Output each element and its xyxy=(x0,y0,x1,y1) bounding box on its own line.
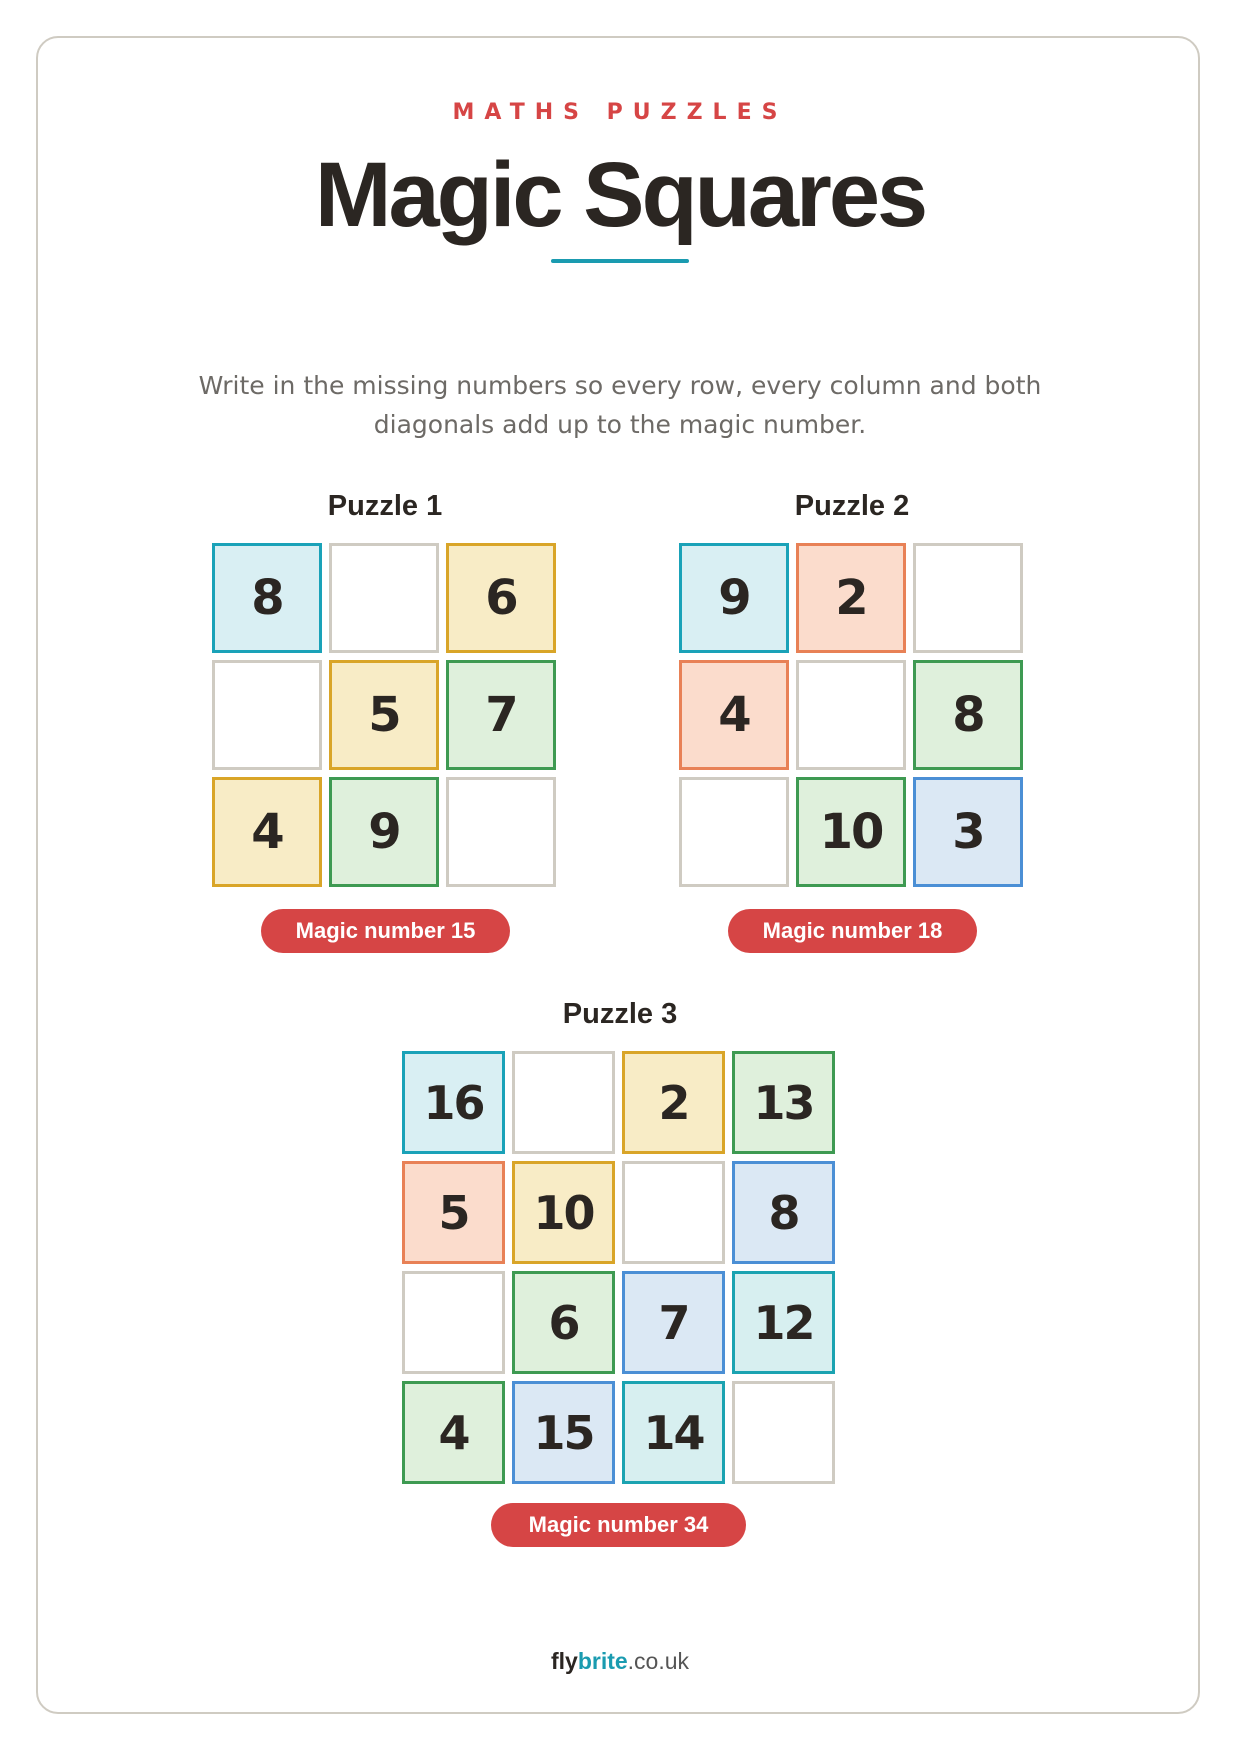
instructions-line-2: diagonals add up to the magic number. xyxy=(373,410,867,439)
answer-cell[interactable] xyxy=(212,660,322,770)
puzzle-3-magic-number: Magic number 34 xyxy=(491,1503,746,1547)
answer-cell[interactable] xyxy=(512,1051,615,1154)
answer-cell[interactable] xyxy=(446,777,556,887)
puzzle-3-heading: Puzzle 3 xyxy=(562,998,678,1030)
given-cell: 10 xyxy=(512,1161,615,1264)
given-cell: 2 xyxy=(622,1051,725,1154)
given-cell: 13 xyxy=(732,1051,835,1154)
instructions-line-1: Write in the missing numbers so every row, every column and both xyxy=(198,371,1042,400)
answer-cell[interactable] xyxy=(732,1381,835,1484)
given-cell: 6 xyxy=(512,1271,615,1374)
puzzle-3-grid xyxy=(402,1051,835,1484)
puzzle-1-grid xyxy=(212,543,556,887)
given-cell: 5 xyxy=(329,660,439,770)
given-cell: 7 xyxy=(446,660,556,770)
given-cell: 6 xyxy=(446,543,556,653)
brand-fly: fly xyxy=(550,1648,578,1674)
answer-cell[interactable] xyxy=(796,660,906,770)
given-cell: 5 xyxy=(402,1161,505,1264)
given-cell: 12 xyxy=(732,1271,835,1374)
given-cell: 4 xyxy=(212,777,322,887)
puzzle-1-heading: Puzzle 1 xyxy=(327,490,443,522)
instructions xyxy=(150,366,1090,444)
puzzle-2-heading: Puzzle 2 xyxy=(794,490,910,522)
given-cell: 9 xyxy=(679,543,789,653)
given-cell: 4 xyxy=(402,1381,505,1484)
given-cell: 15 xyxy=(512,1381,615,1484)
given-cell: 16 xyxy=(402,1051,505,1154)
page-title: Magic Squares xyxy=(314,144,926,246)
answer-cell[interactable] xyxy=(679,777,789,887)
footer-brand xyxy=(0,1648,1240,1675)
given-cell: 14 xyxy=(622,1381,725,1484)
title-underline xyxy=(551,259,689,263)
given-cell: 7 xyxy=(622,1271,725,1374)
answer-cell[interactable] xyxy=(622,1161,725,1264)
given-cell: 9 xyxy=(329,777,439,887)
answer-cell[interactable] xyxy=(402,1271,505,1374)
given-cell: 2 xyxy=(796,543,906,653)
given-cell: 3 xyxy=(913,777,1023,887)
brand-brite: brite xyxy=(577,1648,628,1674)
section-kicker: MATHS PUZZLES xyxy=(452,100,788,125)
answer-cell[interactable] xyxy=(913,543,1023,653)
given-cell: 10 xyxy=(796,777,906,887)
given-cell: 8 xyxy=(212,543,322,653)
given-cell: 8 xyxy=(913,660,1023,770)
puzzle-2-grid xyxy=(679,543,1023,887)
puzzle-2-magic-number: Magic number 18 xyxy=(728,909,977,953)
given-cell: 8 xyxy=(732,1161,835,1264)
given-cell: 4 xyxy=(679,660,789,770)
puzzle-1-magic-number: Magic number 15 xyxy=(261,909,510,953)
brand-tld: .co.uk xyxy=(627,1648,690,1674)
answer-cell[interactable] xyxy=(329,543,439,653)
